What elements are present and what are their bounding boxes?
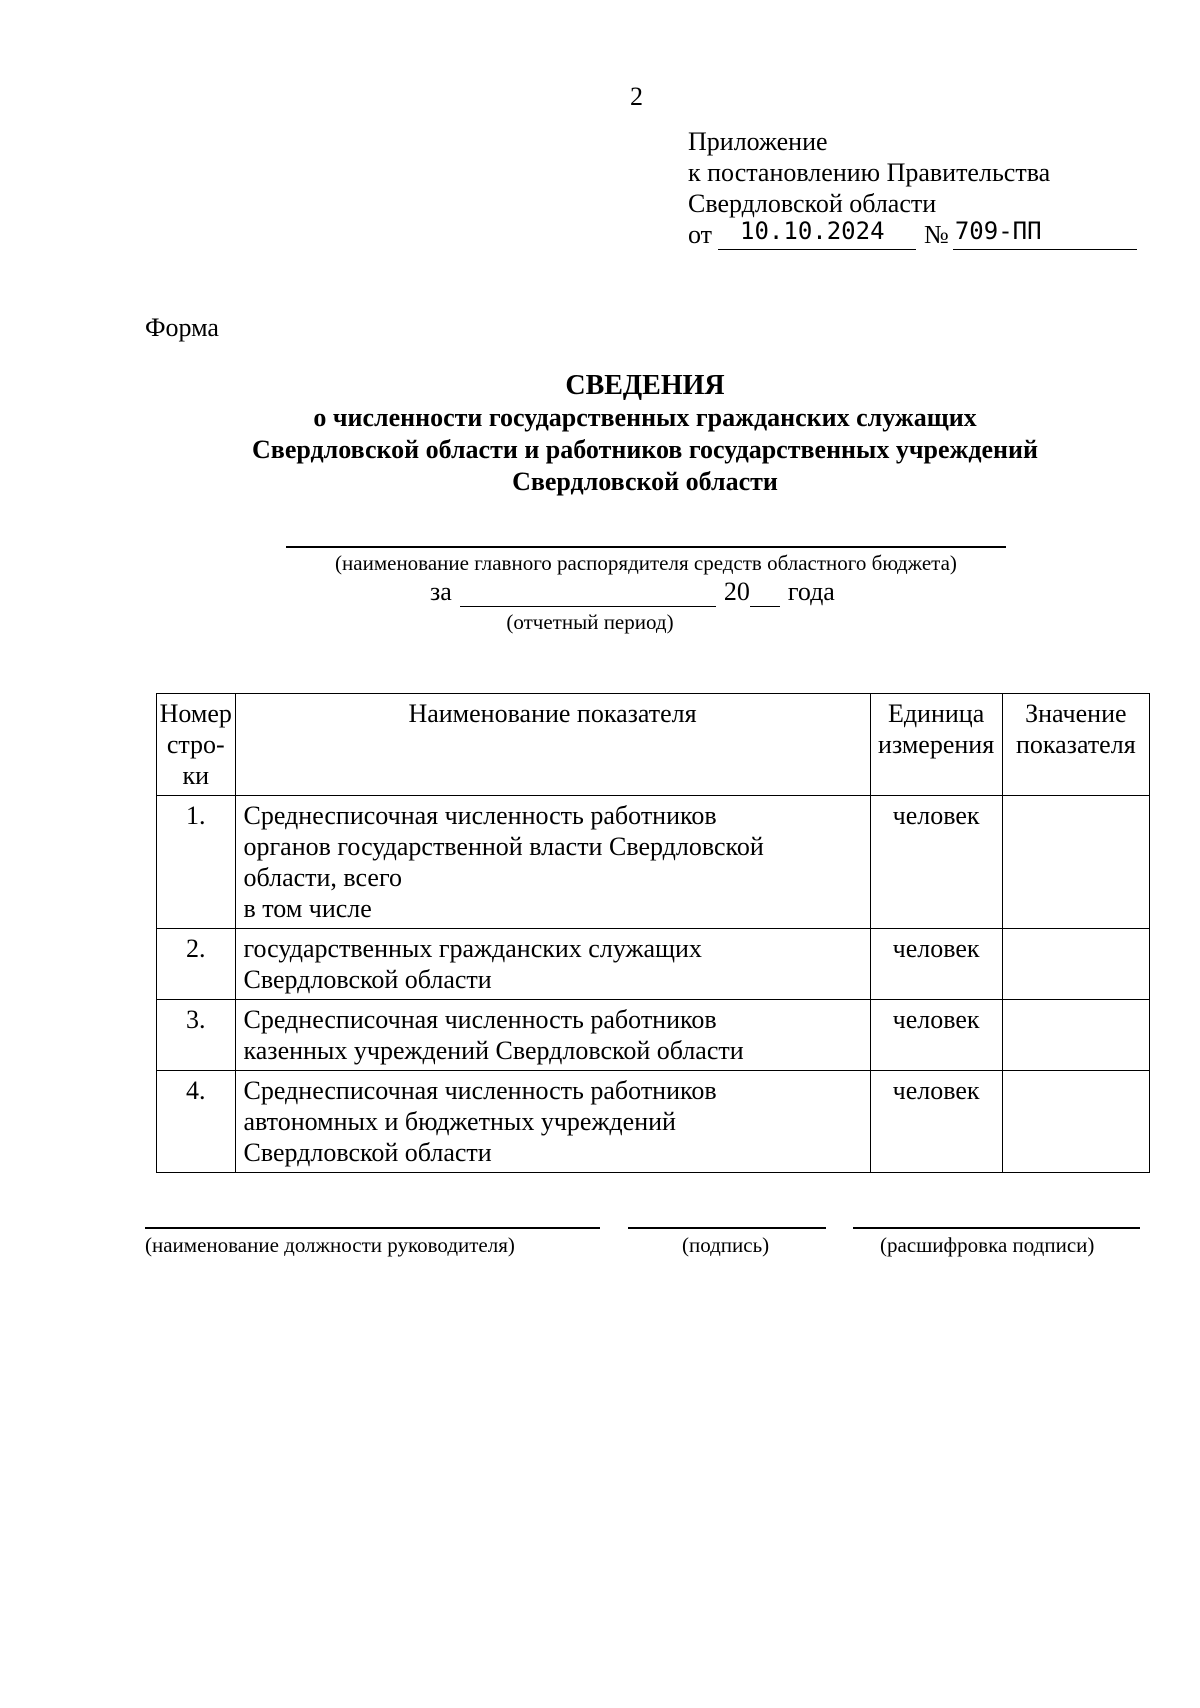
indicator-name: государственных гражданских служащих Свердловской области: [235, 929, 870, 1000]
document-title: [140, 370, 1150, 498]
row-number: 3.: [157, 1000, 236, 1071]
appendix-line-1: Приложение: [688, 127, 828, 156]
signature-line[interactable]: [628, 1227, 826, 1229]
row-number: 2.: [157, 929, 236, 1000]
date-underline: [718, 217, 916, 250]
appendix-block: [688, 126, 1137, 250]
header-row-number: Номер стро- ки: [157, 694, 236, 796]
table-header-row: [157, 694, 1150, 796]
value-cell[interactable]: [1002, 796, 1149, 929]
period-suffix: года: [787, 577, 835, 606]
indicator-name: Среднесписочная численность работников автономных и бюджетных учреждений Свердловской области: [235, 1071, 870, 1173]
header-unit: Единица измерения: [870, 694, 1002, 796]
year-prefix: 20: [723, 577, 750, 606]
value-cell[interactable]: [1002, 929, 1149, 1000]
resolution-number: 709-ПП: [954, 217, 1042, 245]
row-number: 4.: [157, 1071, 236, 1173]
resolution-date: 10.10.2024: [740, 217, 885, 245]
distributor-caption: (наименование главного распорядителя средств областного бюджета): [335, 551, 957, 575]
title-line-1: СВЕДЕНИЯ: [565, 370, 725, 401]
table-row: [157, 1071, 1150, 1173]
decoding-caption: (расшифровка подписи): [880, 1233, 1095, 1257]
unit-cell: человек: [870, 1071, 1002, 1173]
appendix-line-2: к постановлению Правительства: [688, 158, 1051, 187]
resolution-date-number-line: [688, 219, 1137, 250]
period-prefix: за: [430, 577, 452, 606]
page-number: 2: [630, 82, 643, 111]
form-label: Форма: [145, 313, 219, 342]
signature-caption: (подпись): [682, 1233, 770, 1257]
appendix-line-3: Свердловской области: [688, 189, 937, 218]
unit-cell: человек: [870, 796, 1002, 929]
header-indicator-name: Наименование показателя: [235, 694, 870, 796]
title-line-2: о численности государственных гражданских служащих: [313, 403, 977, 432]
position-line[interactable]: [145, 1227, 600, 1229]
year-field[interactable]: [750, 578, 780, 607]
table-row: [157, 929, 1150, 1000]
row-number: 1.: [157, 796, 236, 929]
table-row: [157, 796, 1150, 929]
header-value: Значение показателя: [1002, 694, 1149, 796]
indicators-table: [156, 693, 1150, 1173]
period-field[interactable]: [460, 578, 716, 607]
indicator-name: Среднесписочная численность работников органов государственной власти Свердловской области, всего в том числе: [235, 796, 870, 929]
number-label: №: [924, 220, 949, 249]
value-cell[interactable]: [1002, 1071, 1149, 1173]
title-line-3: Свердловской области и работников государственных учреждений: [252, 435, 1038, 464]
table-row: [157, 1000, 1150, 1071]
indicator-name: Среднесписочная численность работников казенных учреждений Свердловской области: [235, 1000, 870, 1071]
number-underline: [953, 217, 1137, 250]
unit-cell: человек: [870, 1000, 1002, 1071]
period-caption: (отчетный период): [506, 610, 674, 634]
from-label: от: [688, 220, 713, 249]
distributor-name-line[interactable]: [286, 546, 1006, 548]
signature-decoding-line[interactable]: [853, 1227, 1140, 1229]
title-line-4: Свердловской области: [512, 467, 778, 496]
reporting-period-line: [430, 577, 835, 607]
value-cell[interactable]: [1002, 1000, 1149, 1071]
position-caption: (наименование должности руководителя): [145, 1233, 515, 1257]
unit-cell: человек: [870, 929, 1002, 1000]
